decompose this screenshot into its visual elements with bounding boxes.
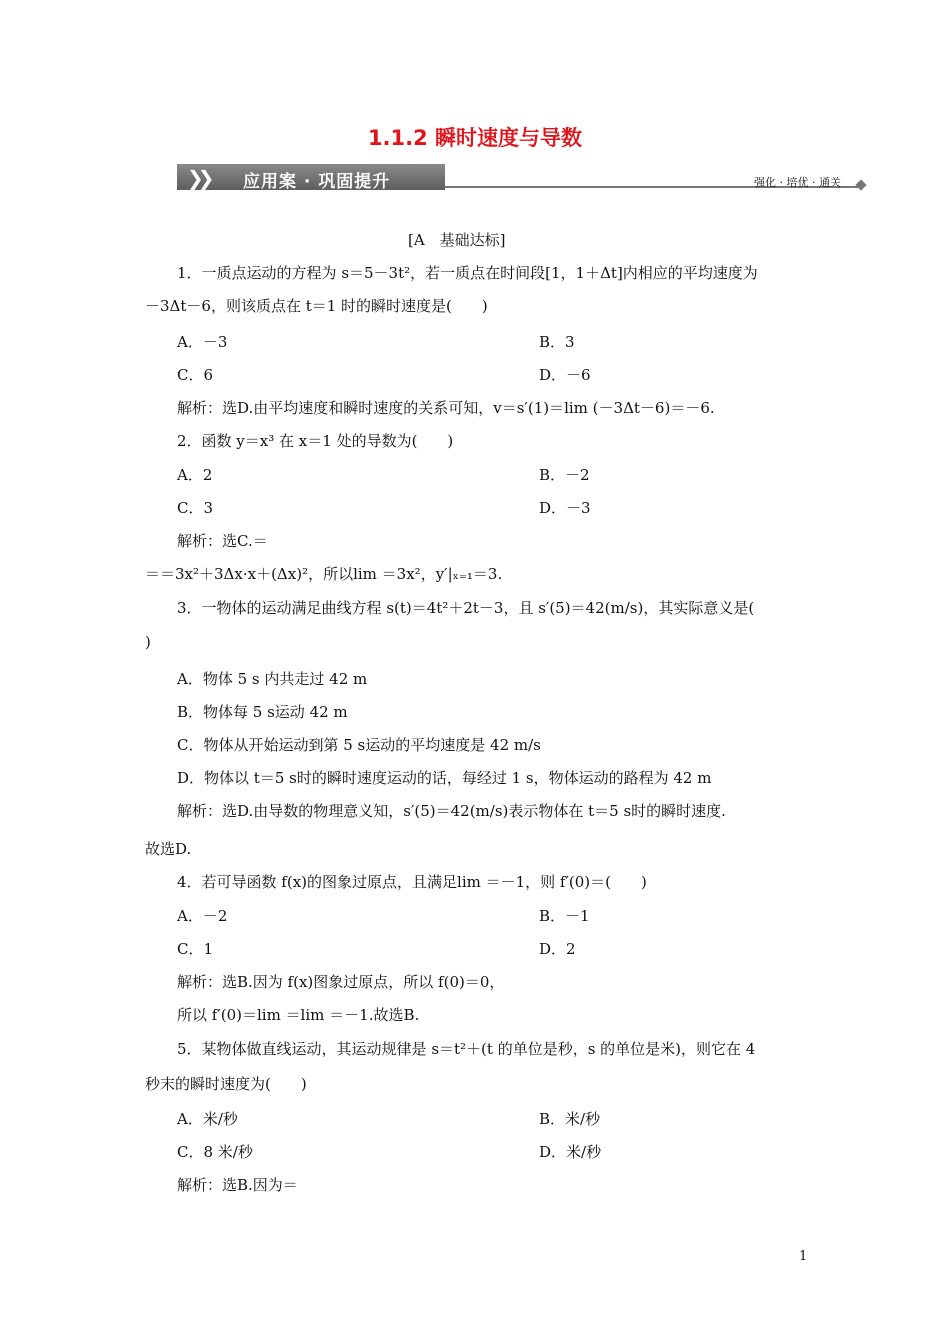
page-title: 1.1.2 瞬时速度与导数 xyxy=(367,126,583,150)
q2-option-c: C．3 xyxy=(177,499,214,517)
q2-solution-cont: ＝＝3x²＋3Δx·x＋(Δx)²，所以lim ＝3x²，y′|ₓ₌₁＝3. xyxy=(145,565,503,583)
question-5-stem: 5．某物体做直线运动，其运动规律是 s＝t²＋(t 的单位是秒，s 的单位是米)，则它在 4 xyxy=(177,1040,756,1058)
q1-option-b: B．3 xyxy=(539,333,575,351)
q1-option-c: C．6 xyxy=(177,366,214,384)
q4-option-c: C．1 xyxy=(177,940,214,958)
q3-solution: 解析：选D.由导数的物理意义知，s′(5)＝42(m/s)表示物体在 t＝5 s时的瞬时速度. xyxy=(177,802,726,820)
q4-option-b: B．－1 xyxy=(539,907,590,925)
question-5-stem-cont: 秒末的瞬时速度为( ) xyxy=(145,1075,307,1093)
q3-option-c: C．物体从开始运动到第 5 s运动的平均速度是 42 m/s xyxy=(177,736,541,754)
q5-option-b: B．米/秒 xyxy=(539,1110,601,1128)
section-heading: [A 基础达标] xyxy=(408,231,506,249)
question-3-stem: 3．一物体的运动满足曲线方程 s(t)＝4t²＋2t－3，且 s′(5)＝42(m/s)，其实际意义是( xyxy=(177,599,755,617)
q2-option-b: B．－2 xyxy=(539,466,590,484)
q2-option-a: A．2 xyxy=(177,466,213,484)
q4-solution: 解析：选B.因为 f(x)图象过原点，所以 f(0)＝0， xyxy=(177,973,505,991)
diamond-icon xyxy=(855,179,866,190)
question-2-stem: 2．函数 y＝x³ 在 x＝1 处的导数为( ) xyxy=(177,432,454,450)
question-3-stem-cont: ) xyxy=(145,633,151,651)
q4-option-a: A．－2 xyxy=(177,907,228,925)
banner-tagline: 强化 · 培优 · 通关 xyxy=(754,176,841,189)
q2-solution: 解析：选C.＝ xyxy=(177,532,268,550)
section-banner xyxy=(177,164,867,192)
q5-solution: 解析：选B.因为＝ xyxy=(177,1176,298,1194)
q1-solution: 解析：选D.由平均速度和瞬时速度的关系可知，v＝s′(1)＝lim (－3Δt－6)＝－6. xyxy=(177,399,715,417)
q1-option-d: D．－6 xyxy=(539,366,591,384)
q5-option-c: C．8 米/秒 xyxy=(177,1143,253,1161)
q1-option-a: A．－3 xyxy=(177,333,228,351)
q3-option-a: A．物体 5 s 内共走过 42 m xyxy=(177,670,368,688)
q3-option-d: D．物体以 t＝5 s时的瞬时速度运动的话，每经过 1 s，物体运动的路程为 42 m xyxy=(177,769,712,787)
q2-option-d: D．－3 xyxy=(539,499,591,517)
q4-option-d: D．2 xyxy=(539,940,576,958)
q5-option-d: D．米/秒 xyxy=(539,1143,602,1161)
q5-option-a: A．米/秒 xyxy=(177,1110,238,1128)
q3-option-b: B．物体每 5 s运动 42 m xyxy=(177,703,348,721)
q4-solution-cont: 所以 f′(0)＝lim ＝lim ＝－1.故选B. xyxy=(177,1006,420,1024)
question-1-stem-cont: －3Δt－6，则该质点在 t＝1 时的瞬时速度是( ) xyxy=(145,297,488,315)
question-4-stem: 4．若可导函数 f(x)的图象过原点，且满足lim ＝－1，则 f′(0)＝( ) xyxy=(177,873,647,891)
question-1-stem: 1．一质点运动的方程为 s＝5－3t²，若一质点在时间段[1，1＋Δt]内相应的平均速度为 xyxy=(177,264,758,282)
chevron-right-icon: ❯❯ xyxy=(187,166,209,190)
banner-label: 应用案 · 巩固提升 xyxy=(243,172,391,192)
q3-solution-cont: 故选D. xyxy=(145,840,192,858)
page-number: 1 xyxy=(799,1249,808,1264)
